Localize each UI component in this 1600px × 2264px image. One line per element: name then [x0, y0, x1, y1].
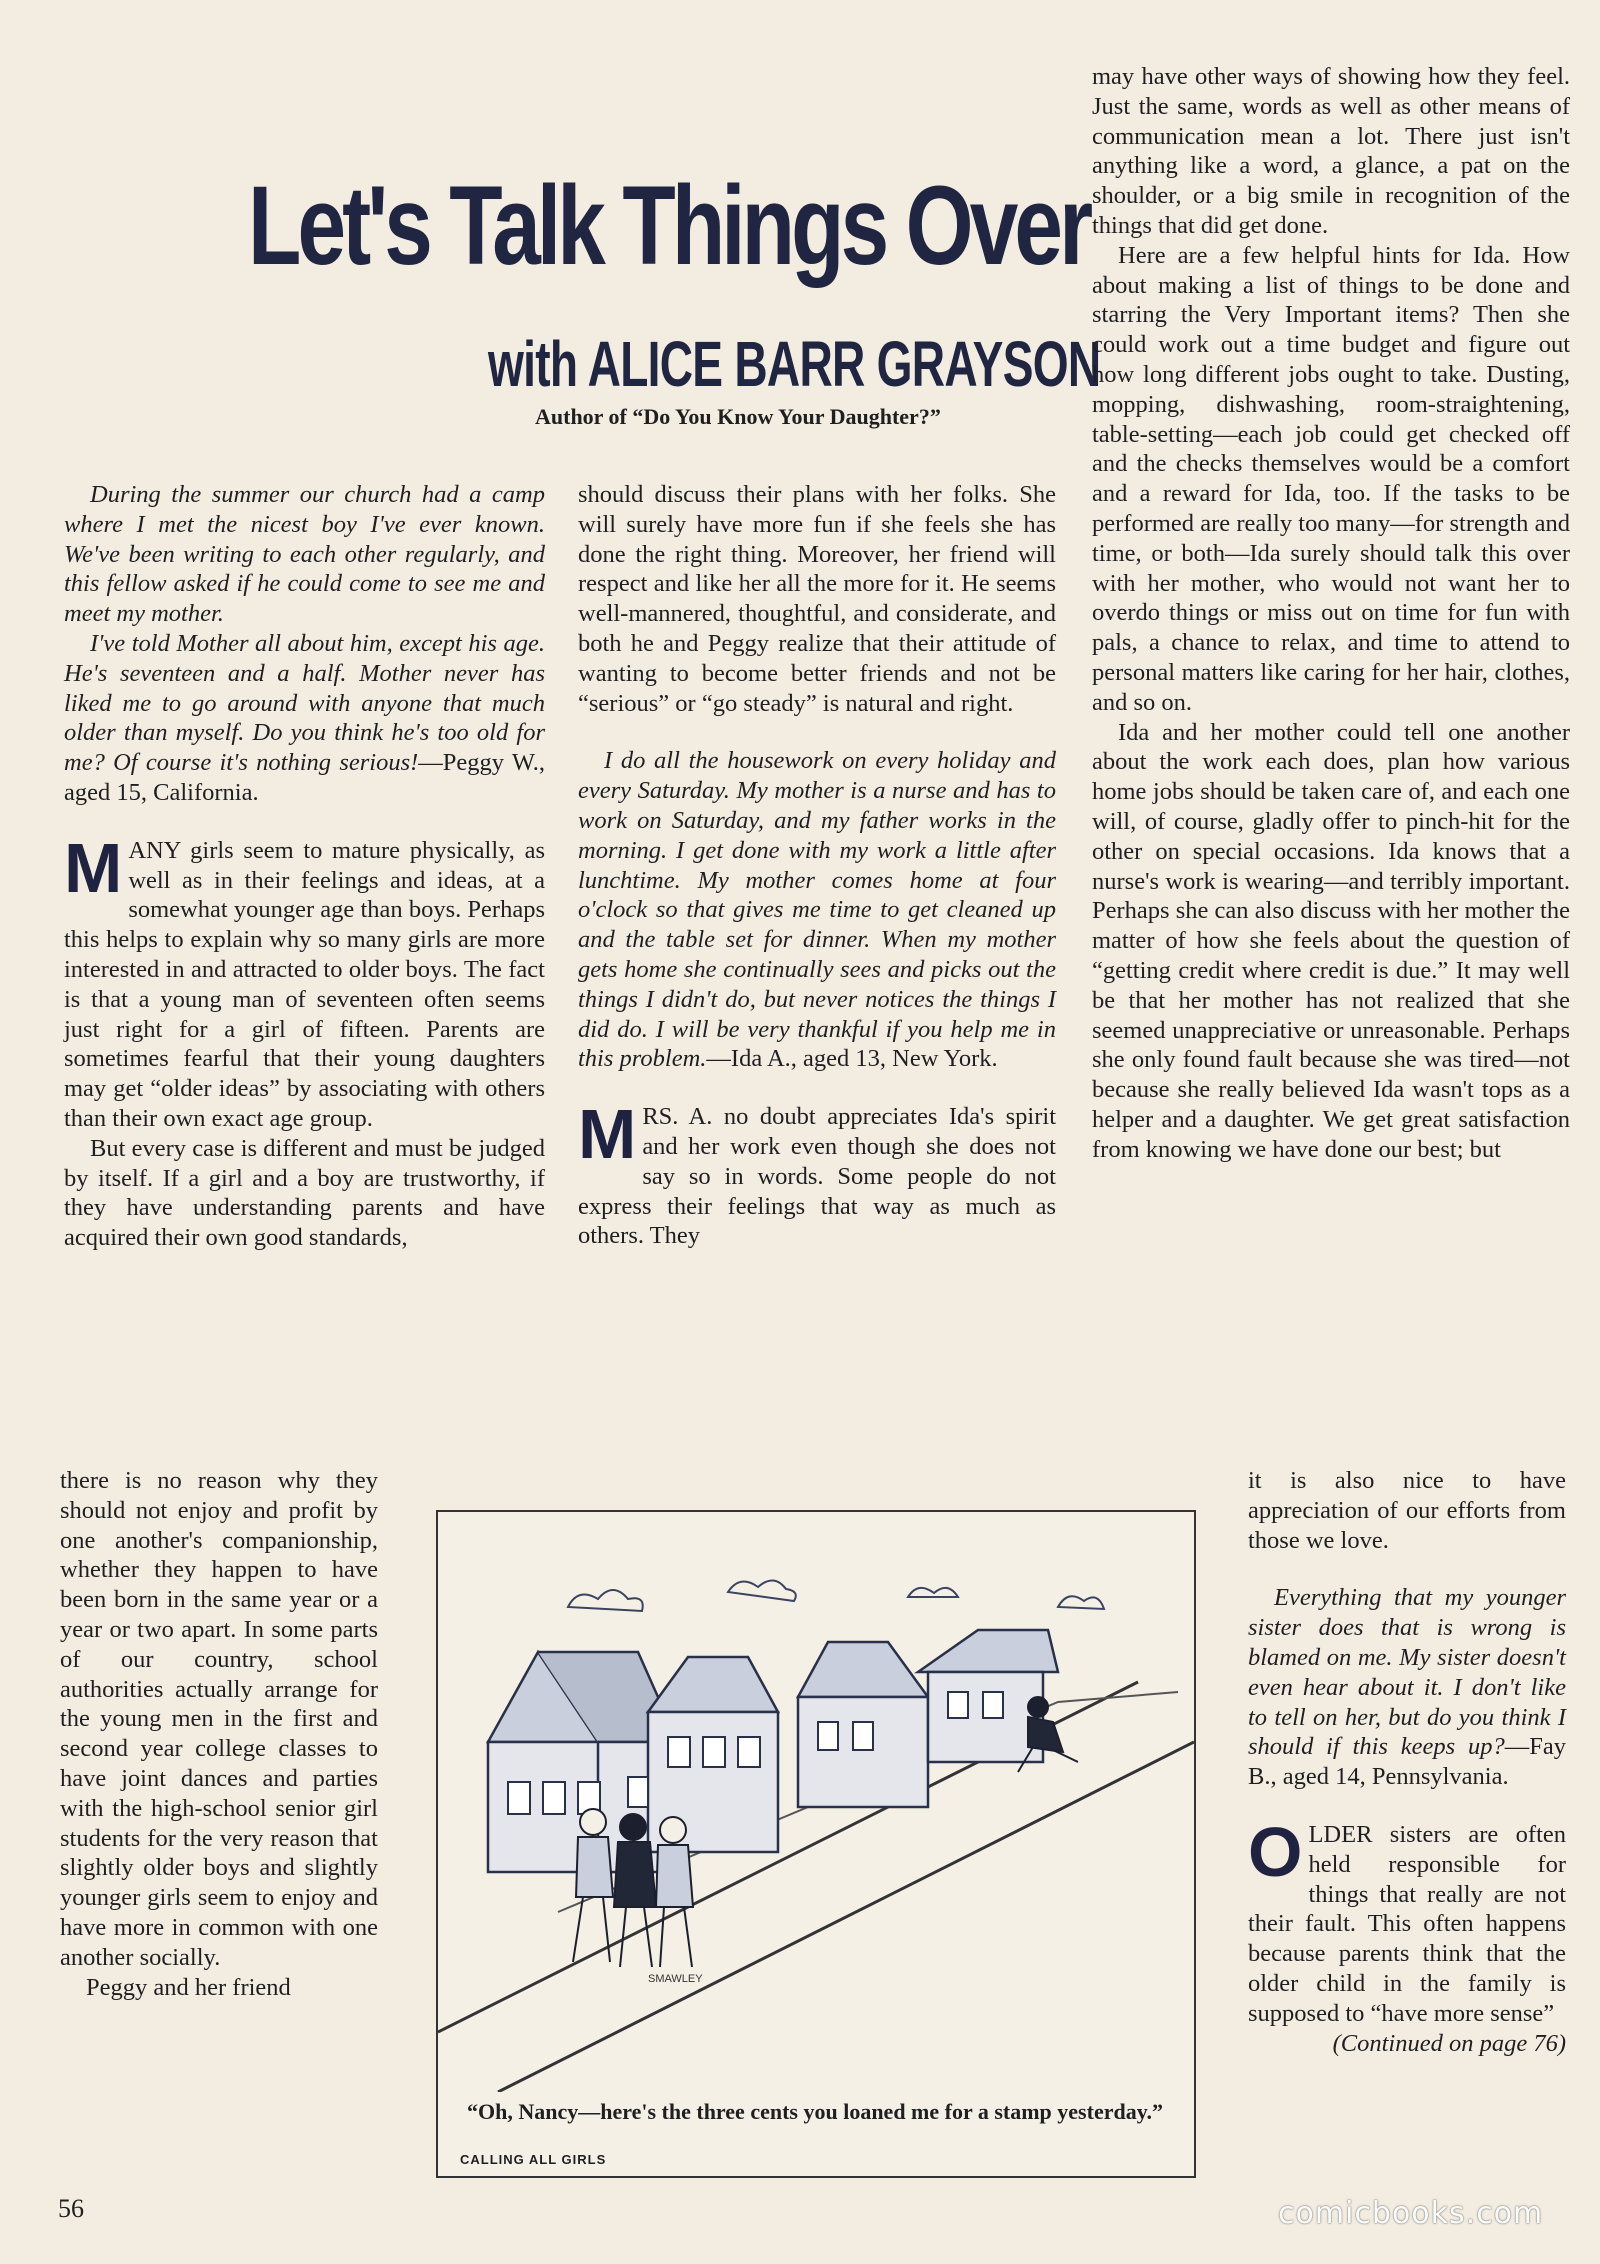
- letter-signature: —Ida A., aged 13, New York.: [706, 1045, 998, 1073]
- answer-paragraph: it is also nice to have appreciation of our efforts from those we love.: [1248, 1467, 1566, 1554]
- answer-paragraph: Ida and her mother could tell one another about the work each does, plan how various home jobs should be taken care of, and each one will, of course, gladly offer to pinch-hit for the other on special occasions. Ida knows that a nurse's work is wearing—and terribly important. Perhaps she can also discuss with her mother the matter of how she feels about the question of “getting credit where credit is due.” It may well be that her mother has not realized that she seemed unappreciative or unreasonable. Perhaps she only found fault because she was tired—not because she really believed Ida wasn't tops as a helper and a daughter. We get great satisfaction from knowing we have done our best; but: [1092, 718, 1570, 1163]
- reader-letter-peggy: During the summer our church had a camp where I met the nicest boy I've ever known. We've been writing to each other regularly, and this fellow asked if he could come to see me and meet my mother.: [64, 481, 545, 628]
- column-1-lower: [60, 1466, 378, 2002]
- answer-paragraph: Here are a few helpful hints for Ida. How about making a list of things to be done and starring the Very Important items? Then she could work out a time budget and figure out how long different jobs ought to take. Dusting, mopping, dishwashing, room-straightening, table-setting—each job could get checked off and the checks themselves would be a comfort and a reward for Ida, too. If the tasks to be performed are really too many—for strength and time, or both—Ida surely should talk this over with her mother, who would not want her to overdo things or miss out on time for fun with pals, a chance to relax, and time to attend to personal matters like caring for her hair, clothes, and so on.: [1092, 241, 1570, 716]
- clouds: [568, 1580, 1104, 1611]
- author-credit: Author of “Do You Know Your Daughter?”: [535, 404, 941, 429]
- answer-paragraph: may have other ways of showing how they feel. Just the same, words as well as other means of communication mean a lot. There just isn't anything like a word, a glance, a pat on the shoulder, or a big smile in recognition of the things that did get done.: [1092, 63, 1570, 239]
- answer-paragraph: Peggy and her friend: [86, 1973, 291, 2001]
- letter-signature: —Fay B., aged 14, Pennsylvania.: [1248, 1733, 1566, 1791]
- watermark: comicbooks.com: [1278, 2196, 1544, 2231]
- answer-paragraph: OLDER sisters are often held responsible for things that really are not their fault. This often happens because parents think that the older child in the family is supposed to “have more sense”: [1248, 1812, 1566, 2027]
- drop-cap: M: [64, 828, 123, 907]
- illustration-frame: [436, 1510, 1196, 2178]
- magazine-credit: CALLING ALL GIRLS: [460, 2152, 607, 2167]
- column-3: [1092, 62, 1570, 1164]
- author-byline: with ALICE BARR GRAYSON: [488, 328, 1101, 400]
- column-2: [578, 480, 1056, 1251]
- continued-note: (Continued on page 76): [1332, 2029, 1566, 2057]
- page-number: 56: [58, 2194, 84, 2223]
- reader-letter-peggy-cont: I've told Mother all about him, except his age. He's seventeen and a half. Mother never has liked me to go around with anyone that much older than myself. Do you think he's too old for me? Of course it's nothing serious!—Peggy W., aged 15, California.: [64, 629, 545, 806]
- artist-signature: SMAWLEY: [648, 1973, 703, 1985]
- answer-paragraph: MANY girls seem to mature physically, as well as in their feelings and ideas, at a somewhat younger age than boys. Perhaps this helps to explain why so many girls are more interested in and attracted to older boys. The fact is that a young man of seventeen often seems just right for a girl of fifteen. Parents are sometimes fearful that their young daughters may get “older ideas” by associating with others than their own exact age group.: [64, 828, 545, 1132]
- houses: [488, 1630, 1058, 1872]
- answer-paragraph: But every case is different and must be judged by itself. If a girl and a boy are trustworthy, if they have understanding parents and have acquired their own good standards,: [64, 1134, 545, 1252]
- drop-cap: O: [1248, 1812, 1303, 1891]
- drop-cap: M: [578, 1095, 637, 1174]
- illustration-caption: “Oh, Nancy—here's the three cents you loaned me for a stamp yesterday.”: [467, 2099, 1163, 2124]
- answer-paragraph: MRS. A. no doubt appreciates Ida's spirit and her work even though she does not say so in words. Some people do not express their feelings that way as much as others. They: [578, 1095, 1056, 1250]
- answer-paragraph: there is no reason why they should not enjoy and profit by one another's companionship, whether they happen to have been born in the same year or a year or two apart. In some parts of our country, school authorities actually arrange for the young men in the first and second year college classes to have joint dances and parties with the high-school senior girl students for the very reason that slightly older boys and slightly younger girls seem to enjoy and have more in common with one another socially.: [60, 1467, 378, 1971]
- column-1: [64, 480, 545, 1253]
- letter-signature: —Peggy W., aged 15, California.: [64, 749, 545, 806]
- column-3-lower: [1248, 1466, 1566, 2058]
- article-title: Let's Talk Things Over: [248, 163, 1090, 288]
- reader-letter-fay: Everything that my younger sister does that is wrong is blamed on me. My sister doesn't even hear about it. I don't like to tell on her, but do you think I should if this keeps up?—Fay B., aged 14, Pennsylvania.: [1248, 1584, 1566, 1791]
- reader-letter-ida: I do all the housework on every holiday and every Saturday. My mother is a nurse and has to work on Saturday, and my father works in the morning. I get done with my work a little after lunchtime. My mother comes home at four o'clock so that gives me time to get cleaned up and the table set for dinner. When my mother gets home she continually sees and picks out the things I didn't do, but never notices the things I did do. I will be very thankful if you help me in this problem.—Ida A., aged 13, New York.: [578, 747, 1056, 1073]
- street-scene-illustration: [438, 1512, 1194, 2092]
- answer-paragraph: should discuss their plans with her folks. She will surely have more fun if she feels she has done the right thing. Moreover, her friend will respect and like her all the more for it. He seems well-mannered, thoughtful, and considerate, and both he and Peggy realize that their attitude of wanting to become better friends and not be “serious” or “go steady” is natural and right.: [578, 481, 1056, 717]
